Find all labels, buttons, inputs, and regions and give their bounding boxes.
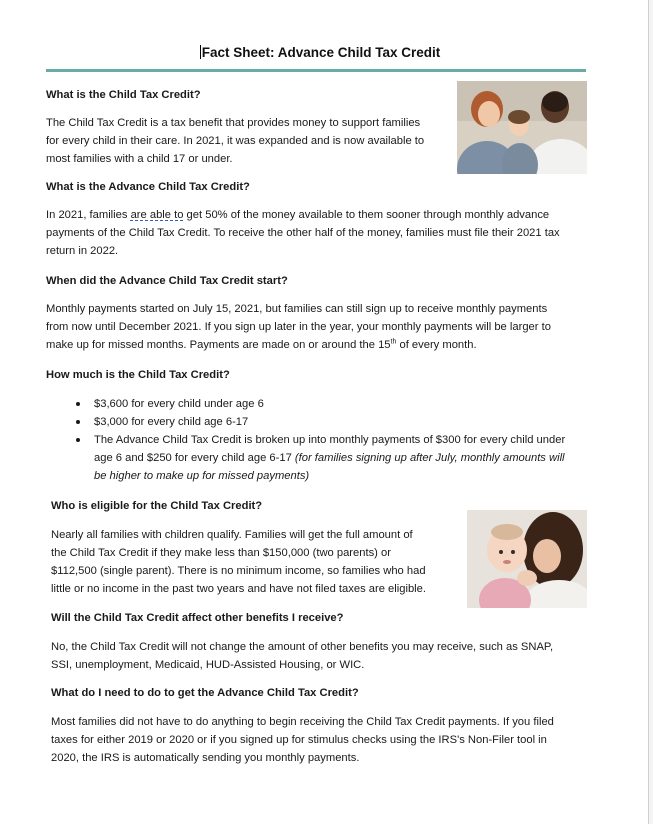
list-item: $3,600 for every child under age 6 — [46, 395, 594, 413]
page-edge-scrollbar[interactable] — [648, 0, 653, 824]
paragraph-line: payments of the Child Tax Credit. To receive the other half of the money, families must file their 2021 tax — [46, 227, 560, 239]
mother-baby-photo — [467, 510, 587, 608]
section-heading: Who is eligible for the Child Tax Credit? — [51, 500, 263, 512]
paragraph-line: little or no income in the past two years and have not filed taxes are eligible. — [51, 583, 426, 595]
paragraph-line: make up for missed months. Payments are made on or around the 15th of every month. — [46, 338, 477, 351]
paragraph-line: Most families did not have to do anything to begin receiving the Child Tax Credit payments. If you filed — [51, 716, 554, 728]
list-item: The Advance Child Tax Credit is broken up into monthly payments of $300 for every child under age 6 and $250 for every child age 6-17 (for families signing up after July, monthly amounts will be higher to make up for missed payments) — [46, 431, 594, 485]
paragraph-line: The Child Tax Credit is a tax benefit that provides money to support families — [46, 117, 421, 129]
section-what-is — [46, 86, 456, 168]
section-heading: What is the Child Tax Credit? — [46, 89, 201, 101]
section-advance — [46, 178, 594, 260]
family-photo-image — [457, 81, 587, 174]
section-start — [46, 272, 594, 354]
paragraph-line: No, the Child Tax Credit will not change the amount of other benefits you may receive, such as SNAP, — [51, 641, 554, 653]
paragraph-line: return in 2022. — [46, 245, 119, 257]
section-heading: What is the Advance Child Tax Credit? — [46, 181, 250, 193]
section-benefits — [51, 609, 594, 674]
section-eligible — [51, 497, 466, 598]
paragraph-line: taxes for either 2019 or 2020 or if you signed up for stimulus checks using the IRS's Non-Filer tool in — [51, 734, 547, 746]
section-heading: When did the Advance Child Tax Credit start? — [46, 275, 288, 287]
list-item: $3,000 for every child age 6-17 — [46, 413, 594, 431]
paragraph-line: the Child Tax Credit if they make less than $150,000 (two parents) or — [51, 547, 391, 559]
title-rule — [46, 69, 586, 72]
paragraph-line: from now until December 2021. If you sign up later in the year, your monthly payments will be larger to — [46, 321, 551, 333]
section-heading: Will the Child Tax Credit affect other benefits I receive? — [51, 612, 344, 624]
text-cursor — [200, 45, 201, 59]
paragraph-line: SSI, unemployment, Medicaid, HUD-Assisted Housing, or WIC. — [51, 659, 365, 671]
amount-list — [46, 395, 594, 485]
section-heading: How much is the Child Tax Credit? — [46, 369, 230, 381]
grammar-suggestion[interactable]: are able to — [130, 209, 184, 221]
paragraph-line: for every child in their care. In 2021, it was expanded and is now available to — [46, 135, 425, 147]
mother-baby-photo-image — [467, 510, 587, 608]
family-photo — [457, 81, 587, 174]
section-todo — [51, 684, 594, 767]
paragraph-line: most families with a child 17 or under. — [46, 153, 233, 165]
paragraph-line: In 2021, families are able to get 50% of the money available to them sooner through monthly advance — [46, 209, 550, 221]
paragraph-line: 2020, the IRS is automatically sending you monthly payments. — [51, 752, 360, 764]
paragraph-line: Monthly payments started on July 15, 2021, but families can still sign up to receive monthly payments — [46, 303, 548, 315]
page-title: Fact Sheet: Advance Child Tax Credit — [201, 45, 441, 60]
section-heading: What do I need to do to get the Advance Child Tax Credit? — [51, 687, 359, 699]
section-how-much — [46, 366, 594, 485]
paragraph-line: $112,500 (single parent). There is no minimum income, so families who had — [51, 565, 426, 577]
paragraph-line: Nearly all families with children qualify. Families will get the full amount of — [51, 529, 413, 541]
